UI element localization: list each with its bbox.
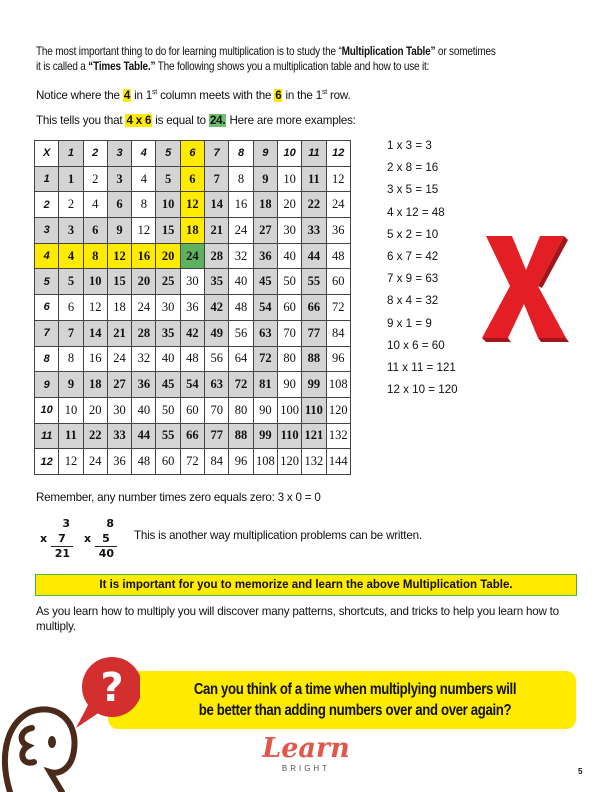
table-cell: 30 (180, 269, 204, 295)
table-cell: 9 (59, 372, 83, 398)
example-item: 11 x 11 = 121 (387, 360, 456, 374)
vertical-note: This is another way multiplication problems can be written. (134, 529, 422, 542)
table-cell: 36 (132, 372, 156, 398)
table-cell: 9 (107, 218, 131, 244)
table-header-cell: 2 (35, 192, 59, 218)
table-cell: 10 (277, 166, 301, 192)
table-cell: 18 (253, 192, 277, 218)
vertical-problem-1 (40, 516, 70, 561)
operator: x (84, 532, 92, 545)
table-cell: 15 (107, 269, 131, 295)
table-cell: 8 (132, 192, 156, 218)
text: it is called a (36, 60, 89, 73)
table-cell: 56 (229, 320, 253, 346)
table-cell: 15 (156, 218, 180, 244)
table-cell: 18 (180, 218, 204, 244)
table-header-cell: 12 (35, 449, 59, 475)
example-item: 4 x 12 = 48 (387, 205, 445, 219)
table-cell: 80 (277, 346, 301, 372)
table-cell: 96 (326, 346, 350, 372)
table-cell: 6 (83, 218, 107, 244)
table-cell: 121 (302, 423, 326, 449)
table-cell: 110 (302, 397, 326, 423)
table-header-cell: 7 (35, 320, 59, 346)
table-cell: 16 (83, 346, 107, 372)
table-cell: 77 (302, 320, 326, 346)
table-cell: 48 (326, 243, 350, 269)
table-header-cell: 4 (132, 141, 156, 167)
table-header-cell: 2 (83, 141, 107, 167)
table-cell: 70 (277, 320, 301, 346)
text: is equal to (152, 114, 209, 127)
table-cell: 90 (253, 397, 277, 423)
bottom-number: 5 (95, 531, 117, 547)
table-cell: 4 (83, 192, 107, 218)
table-cell: 27 (107, 372, 131, 398)
table-cell: 5 (59, 269, 83, 295)
text: Here are more examples: (226, 114, 356, 127)
table-cell: 24 (132, 295, 156, 321)
table-cell: 44 (132, 423, 156, 449)
sup: st (321, 89, 327, 97)
table-cell: 63 (253, 320, 277, 346)
page-number: 5 (578, 767, 583, 776)
table-cell: 3 (59, 218, 83, 244)
intro-line-1 (36, 44, 518, 59)
example-item: 6 x 7 = 42 (387, 249, 439, 263)
table-cell: 60 (156, 449, 180, 475)
table-cell: 3 (107, 166, 131, 192)
table-cell: 48 (180, 346, 204, 372)
table-row (35, 166, 351, 192)
table-cell: 32 (132, 346, 156, 372)
table-cell: 54 (180, 372, 204, 398)
table-cell: 35 (156, 320, 180, 346)
table-row (35, 218, 351, 244)
table-header-cell: 3 (107, 141, 131, 167)
table-cell: 66 (180, 423, 204, 449)
table-cell: 20 (83, 397, 107, 423)
table-header-cell: 6 (35, 295, 59, 321)
text: The following shows you a multiplication table and how to use it: (155, 60, 430, 73)
multiplication-table (34, 140, 351, 475)
table-header-cell: 11 (35, 423, 59, 449)
table-row (35, 295, 351, 321)
table-header-row (35, 141, 351, 167)
table-cell: 9 (253, 166, 277, 192)
table-cell: 30 (277, 218, 301, 244)
table-cell: 22 (302, 192, 326, 218)
table-cell: 30 (156, 295, 180, 321)
table-cell: 80 (229, 397, 253, 423)
table-cell: 120 (277, 449, 301, 475)
table-cell: 88 (302, 346, 326, 372)
table-cell: 11 (302, 166, 326, 192)
table-cell: 50 (156, 397, 180, 423)
learn-bright-logo (256, 734, 356, 773)
table-cell: 44 (302, 243, 326, 269)
table-cell: 36 (326, 218, 350, 244)
table-cell: 10 (156, 192, 180, 218)
table-cell: 88 (229, 423, 253, 449)
operator: x (40, 532, 48, 545)
table-cell: 14 (83, 320, 107, 346)
table-cell: 40 (229, 269, 253, 295)
table-header-cell: 10 (35, 397, 59, 423)
table-cell: 96 (229, 449, 253, 475)
text: in the 1 (282, 89, 322, 102)
table-cell: 28 (132, 320, 156, 346)
table-row (35, 372, 351, 398)
table-cell: 6 (107, 192, 131, 218)
table-cell: 99 (253, 423, 277, 449)
table-header-cell: X (35, 141, 59, 167)
example-item: 3 x 5 = 15 (387, 183, 439, 197)
table-cell: 24 (180, 243, 204, 269)
text: The most important thing to do for learning multiplication is to study the “ (36, 45, 342, 58)
table-cell: 12 (326, 166, 350, 192)
table-cell: 16 (132, 243, 156, 269)
table-cell: 56 (205, 346, 229, 372)
table-cell: 36 (180, 295, 204, 321)
table-cell: 48 (132, 449, 156, 475)
text: Notice where the (36, 89, 123, 102)
vertical-problem-2 (84, 516, 114, 561)
table-cell: 90 (277, 372, 301, 398)
result-number: 40 (98, 547, 114, 560)
question-line: Can you think of a time when multiplying numbers will (193, 681, 517, 698)
table-cell: 7 (205, 166, 229, 192)
table-cell: 21 (107, 320, 131, 346)
table-cell: 72 (180, 449, 204, 475)
table-cell: 60 (180, 397, 204, 423)
table-cell: 24 (326, 192, 350, 218)
table-cell: 45 (253, 269, 277, 295)
patterns-paragraph: As you learn how to multiply you will discover many patterns, shortcuts, and tricks to help you learn how to multiply. (36, 605, 559, 633)
table-cell: 8 (229, 166, 253, 192)
table-cell: 21 (205, 218, 229, 244)
table-cell: 84 (205, 449, 229, 475)
zero-rule-text: Remember, any number times zero equals zero: 3 x 0 = 0 (36, 491, 321, 504)
table-row (35, 397, 351, 423)
table-cell: 30 (107, 397, 131, 423)
table-header-cell: 1 (59, 141, 83, 167)
table-cell: 72 (253, 346, 277, 372)
table-cell: 27 (253, 218, 277, 244)
table-cell: 4 (59, 243, 83, 269)
table-cell: 40 (132, 397, 156, 423)
table-cell: 132 (302, 449, 326, 475)
table-row (35, 192, 351, 218)
highlight-expression: 4 x 6 (126, 114, 152, 127)
table-cell: 20 (132, 269, 156, 295)
table-cell: 1 (59, 166, 83, 192)
table-cell: 5 (156, 166, 180, 192)
table-cell: 18 (107, 295, 131, 321)
examples-list (387, 138, 458, 404)
table-cell: 14 (205, 192, 229, 218)
table-cell: 18 (83, 372, 107, 398)
table-cell: 132 (326, 423, 350, 449)
table-cell: 28 (205, 243, 229, 269)
table-cell: 4 (132, 166, 156, 192)
table-cell: 48 (229, 295, 253, 321)
table-cell: 12 (132, 218, 156, 244)
example-item: 10 x 6 = 60 (387, 338, 445, 352)
svg-text:?: ? (100, 665, 124, 711)
table-cell: 55 (156, 423, 180, 449)
table-header-cell: 5 (156, 141, 180, 167)
table-cell: 108 (253, 449, 277, 475)
intro-line-2 (36, 59, 518, 74)
table-cell: 24 (229, 218, 253, 244)
table-row (35, 243, 351, 269)
table-header-cell: 10 (277, 141, 301, 167)
example-item: 12 x 10 = 120 (387, 383, 458, 397)
table-header-cell: 9 (35, 372, 59, 398)
table-cell: 33 (302, 218, 326, 244)
table-cell: 40 (156, 346, 180, 372)
table-cell: 24 (107, 346, 131, 372)
table-cell: 66 (302, 295, 326, 321)
table-cell: 72 (326, 295, 350, 321)
notice-line (36, 88, 350, 103)
table-cell: 108 (326, 372, 350, 398)
text: column meets with the (157, 89, 275, 102)
table-cell: 2 (83, 166, 107, 192)
table-header-cell: 12 (326, 141, 350, 167)
table-cell: 16 (229, 192, 253, 218)
table-header-cell: 11 (302, 141, 326, 167)
table-cell: 11 (59, 423, 83, 449)
table-header-cell: 9 (253, 141, 277, 167)
tells-line (36, 113, 356, 128)
example-item: 5 x 2 = 10 (387, 227, 439, 241)
table-cell: 99 (302, 372, 326, 398)
table-cell: 12 (59, 449, 83, 475)
table-cell: 12 (180, 192, 204, 218)
table-cell: 120 (326, 397, 350, 423)
table-header-cell: 1 (35, 166, 59, 192)
table-header-cell: 4 (35, 243, 59, 269)
red-x-icon (478, 232, 570, 344)
table-row (35, 320, 351, 346)
table-row (35, 423, 351, 449)
highlight-result: 24. (209, 114, 226, 127)
table-cell: 20 (156, 243, 180, 269)
table-cell: 24 (83, 449, 107, 475)
table-cell: 2 (59, 192, 83, 218)
table-cell: 64 (229, 346, 253, 372)
sup: st (152, 89, 158, 97)
highlight-6: 6 (275, 89, 282, 102)
table-header-cell: 3 (35, 218, 59, 244)
table-cell: 77 (205, 423, 229, 449)
table-header-cell: 6 (180, 141, 204, 167)
thinking-character-icon (0, 650, 140, 792)
table-header-cell: 7 (205, 141, 229, 167)
table-header-cell: 5 (35, 269, 59, 295)
table-cell: 110 (277, 423, 301, 449)
intro-paragraph (36, 44, 596, 74)
bottom-number: 7 (51, 531, 73, 547)
text: or sometimes (435, 45, 496, 58)
table-cell: 6 (59, 295, 83, 321)
table-row (35, 449, 351, 475)
table-cell: 10 (83, 269, 107, 295)
table-cell: 33 (107, 423, 131, 449)
table-cell: 42 (180, 320, 204, 346)
text-bold: Multiplication Table” (341, 45, 436, 58)
top-number: 3 (62, 517, 70, 530)
table-cell: 84 (326, 320, 350, 346)
question-line: be better than adding numbers over and over again? (198, 702, 512, 719)
table-cell: 12 (107, 243, 131, 269)
table-cell: 36 (253, 243, 277, 269)
highlight-4: 4 (123, 89, 131, 102)
table-cell: 144 (326, 449, 350, 475)
table-cell: 45 (156, 372, 180, 398)
table-header-cell: 8 (35, 346, 59, 372)
result-number: 21 (54, 547, 70, 560)
table-cell: 72 (229, 372, 253, 398)
text: This tells you that (36, 114, 126, 127)
table-cell: 22 (83, 423, 107, 449)
table-cell: 8 (59, 346, 83, 372)
table-cell: 60 (277, 295, 301, 321)
table-cell: 32 (229, 243, 253, 269)
example-item: 2 x 8 = 16 (387, 161, 439, 175)
table-cell: 100 (277, 397, 301, 423)
text: in 1 (131, 89, 152, 102)
table-cell: 63 (205, 372, 229, 398)
table-cell: 7 (59, 320, 83, 346)
question-text (140, 679, 570, 721)
logo-word: Learn (262, 733, 350, 764)
table-cell: 36 (107, 449, 131, 475)
example-item: 8 x 4 = 32 (387, 294, 439, 308)
table-cell: 20 (277, 192, 301, 218)
table-cell: 12 (83, 295, 107, 321)
table-cell: 54 (253, 295, 277, 321)
table-cell: 8 (83, 243, 107, 269)
table-cell: 50 (277, 269, 301, 295)
table-cell: 25 (156, 269, 180, 295)
table-cell: 81 (253, 372, 277, 398)
table-row (35, 269, 351, 295)
table-header-cell: 8 (229, 141, 253, 167)
text-bold: “Times Table.” (88, 60, 156, 73)
example-item: 1 x 3 = 3 (387, 139, 432, 152)
table-cell: 10 (59, 397, 83, 423)
logo-sub: BRIGHT (281, 764, 331, 773)
text: row. (326, 89, 351, 102)
table-cell: 40 (277, 243, 301, 269)
table-cell: 55 (302, 269, 326, 295)
memorize-banner: It is important for you to memorize and learn the above Multiplication Table. (35, 574, 577, 596)
example-item: 9 x 1 = 9 (387, 316, 432, 330)
table-cell: 6 (180, 166, 204, 192)
table-cell: 60 (326, 269, 350, 295)
table-cell: 42 (205, 295, 229, 321)
table-cell: 35 (205, 269, 229, 295)
table-cell: 70 (205, 397, 229, 423)
table-row (35, 346, 351, 372)
example-item: 7 x 9 = 63 (387, 272, 439, 286)
top-number: 8 (106, 517, 114, 530)
table-cell: 49 (205, 320, 229, 346)
